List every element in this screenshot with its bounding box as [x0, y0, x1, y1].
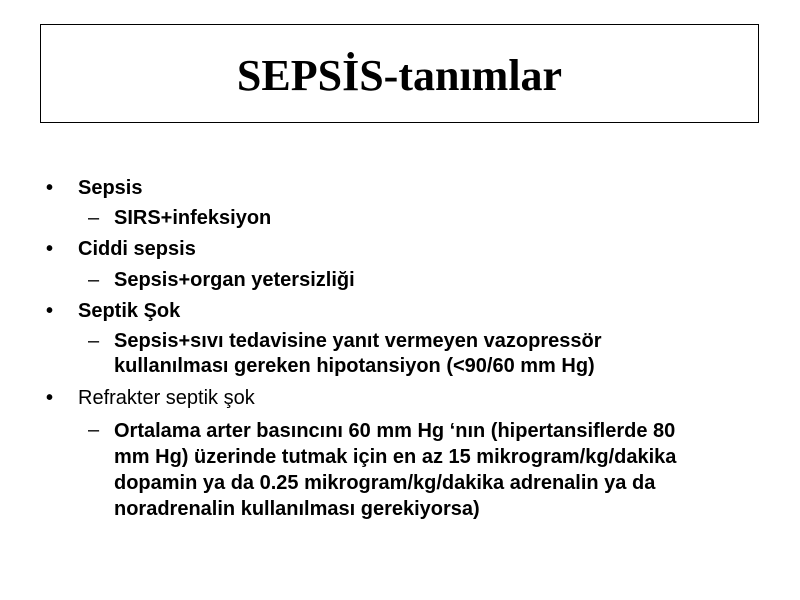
dash-icon: –: [88, 269, 100, 291]
bullet-icon: •: [46, 238, 54, 260]
text-line: Sepsis+sıvı tedavisine yanıt vermeyen vazopressör: [114, 330, 602, 352]
bullet-icon: •: [46, 300, 54, 322]
dash-icon: –: [88, 207, 100, 229]
sub-list-item-label: [114, 329, 754, 379]
bullet-icon: •: [46, 387, 54, 409]
slide-title: SEPSİS-tanımlar: [236, 51, 563, 100]
sub-list-item-label: [114, 418, 754, 522]
list-item-label: Refrakter septik şok: [78, 387, 255, 409]
bullet-icon: •: [46, 177, 54, 199]
dash-icon: –: [88, 330, 100, 352]
text-line: mm Hg) üzerinde tutmak için en az 15 mikrogram/kg/dakika: [114, 446, 677, 468]
text-line: Ortalama arter basıncını 60 mm Hg ‘nın (hipertansiflerde 80: [114, 420, 676, 442]
list-item-label: Sepsis: [78, 177, 143, 199]
text-line: noradrenalin kullanılması gerekiyorsa): [114, 498, 480, 520]
sub-list-item-label: Sepsis+organ yetersizliği: [114, 269, 355, 291]
list-item-label: Ciddi sepsis: [78, 238, 196, 260]
sub-list-item-label: SIRS+infeksiyon: [114, 207, 272, 229]
text-line: dopamin ya da 0.25 mikrogram/kg/dakika adrenalin ya da: [114, 472, 656, 494]
dash-icon: –: [88, 419, 100, 441]
list-item-label: Septik Şok: [78, 300, 181, 322]
text-line: kullanılması gereken hipotansiyon (<90/60 mm Hg): [114, 355, 595, 377]
